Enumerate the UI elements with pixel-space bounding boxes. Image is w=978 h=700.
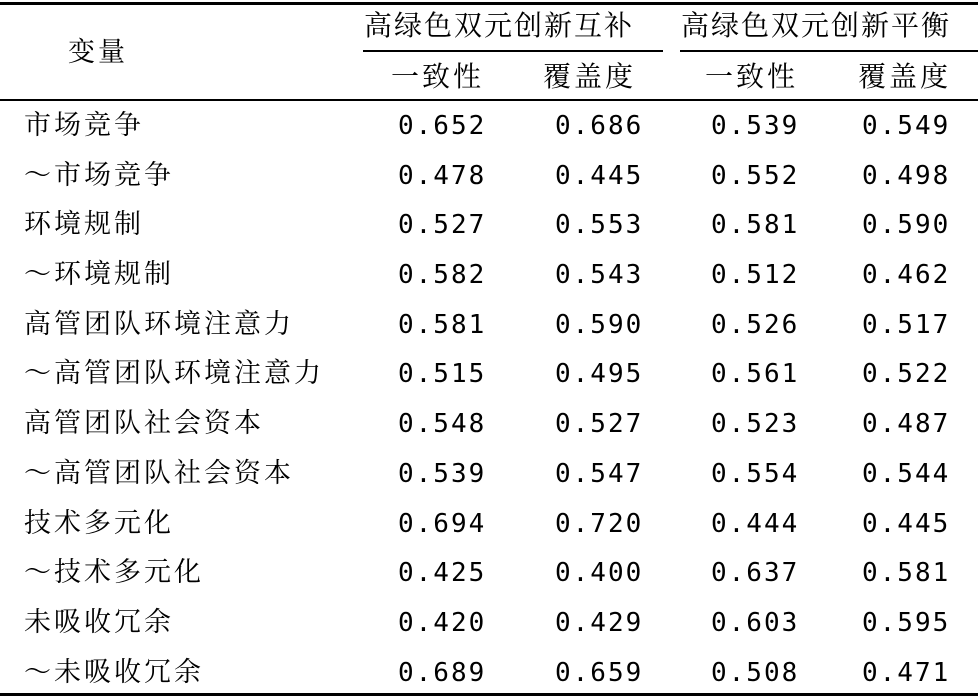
- consistency-header-balance: 一致性: [705, 60, 799, 93]
- coverage-balance-cell: 0.498: [862, 160, 951, 191]
- variable-column-header: 变量: [68, 37, 128, 68]
- table-row: [0, 501, 978, 551]
- consistency-complementary-cell: 0.582: [398, 260, 487, 291]
- consistency-complementary-cell: 0.581: [398, 309, 487, 340]
- consistency-complementary-cell: 0.548: [398, 409, 487, 440]
- table-row: [0, 153, 978, 203]
- table-row: [0, 252, 978, 302]
- header-separator-rule: [0, 99, 978, 101]
- coverage-balance-cell: 0.517: [862, 309, 951, 340]
- coverage-complementary-cell: 0.686: [555, 111, 644, 141]
- coverage-complementary-cell: 0.659: [555, 657, 644, 688]
- coverage-complementary-cell: 0.527: [555, 409, 644, 440]
- coverage-header-balance: 覆盖度: [858, 60, 952, 93]
- group-header-rule-complementary: [363, 50, 663, 52]
- coverage-balance-cell: 0.549: [862, 111, 951, 141]
- variable-name-cell: ～高管团队社会资本: [24, 457, 294, 489]
- consistency-balance-cell: 0.526: [711, 309, 800, 340]
- consistency-balance-cell: 0.539: [711, 111, 800, 141]
- variable-name-cell: ～技术多元化: [24, 557, 204, 589]
- variable-name-cell: 高管团队环境注意力: [24, 308, 294, 340]
- consistency-balance-cell: 0.523: [711, 409, 800, 440]
- variable-name-cell: 未吸收冗余: [24, 606, 174, 638]
- table-row: [0, 202, 978, 252]
- table-row: [0, 401, 978, 451]
- table-bottom-rule: [0, 693, 978, 696]
- variable-name-cell: 技术多元化: [24, 507, 174, 539]
- consistency-balance-cell: 0.554: [711, 458, 800, 489]
- coverage-complementary-cell: 0.547: [555, 458, 644, 489]
- table-top-rule: [0, 2, 978, 5]
- table-row: [0, 451, 978, 501]
- consistency-balance-cell: 0.561: [711, 359, 800, 390]
- consistency-balance-cell: 0.581: [711, 210, 800, 241]
- variable-name-cell: 市场竞争: [24, 110, 144, 141]
- consistency-complementary-cell: 0.652: [398, 111, 487, 141]
- table-row: [0, 550, 978, 600]
- table-row: [0, 650, 978, 700]
- coverage-balance-cell: 0.544: [862, 458, 951, 489]
- consistency-complementary-cell: 0.478: [398, 160, 487, 191]
- consistency-complementary-cell: 0.539: [398, 458, 487, 489]
- coverage-balance-cell: 0.522: [862, 359, 951, 390]
- coverage-balance-cell: 0.590: [862, 210, 951, 241]
- coverage-complementary-cell: 0.543: [555, 260, 644, 291]
- group-header-balance: 高绿色双元创新平衡: [681, 9, 952, 42]
- consistency-complementary-cell: 0.515: [398, 359, 487, 390]
- table-row: [0, 351, 978, 401]
- coverage-balance-cell: 0.462: [862, 260, 951, 291]
- coverage-balance-cell: 0.581: [862, 558, 951, 589]
- consistency-balance-cell: 0.603: [711, 607, 800, 638]
- variable-name-cell: ～高管团队环境注意力: [24, 358, 324, 390]
- variable-name-cell: ～环境规制: [24, 259, 174, 291]
- variable-name-cell: 高管团队社会资本: [24, 408, 264, 440]
- coverage-complementary-cell: 0.429: [555, 607, 644, 638]
- coverage-balance-cell: 0.595: [862, 607, 951, 638]
- consistency-complementary-cell: 0.527: [398, 210, 487, 241]
- group-header-rule-balance: [680, 50, 978, 52]
- consistency-balance-cell: 0.508: [711, 657, 800, 688]
- variable-name-cell: 环境规制: [24, 209, 144, 241]
- coverage-balance-cell: 0.487: [862, 409, 951, 440]
- table-row: [0, 103, 978, 153]
- coverage-complementary-cell: 0.445: [555, 160, 644, 191]
- consistency-complementary-cell: 0.689: [398, 657, 487, 688]
- consistency-complementary-cell: 0.425: [398, 558, 487, 589]
- variable-name-cell: ～未吸收冗余: [24, 656, 204, 688]
- coverage-header-complementary: 覆盖度: [543, 60, 637, 93]
- consistency-complementary-cell: 0.420: [398, 607, 487, 638]
- coverage-balance-cell: 0.471: [862, 657, 951, 688]
- coverage-complementary-cell: 0.590: [555, 309, 644, 340]
- table-row: [0, 600, 978, 650]
- coverage-complementary-cell: 0.400: [555, 558, 644, 589]
- table-body: [0, 103, 978, 699]
- coverage-complementary-cell: 0.553: [555, 210, 644, 241]
- consistency-balance-cell: 0.637: [711, 558, 800, 589]
- group-header-complementary: 高绿色双元创新互补: [364, 9, 635, 42]
- consistency-balance-cell: 0.444: [711, 508, 800, 539]
- consistency-complementary-cell: 0.694: [398, 508, 487, 539]
- coverage-balance-cell: 0.445: [862, 508, 951, 539]
- variable-name-cell: ～市场竞争: [24, 159, 174, 191]
- coverage-complementary-cell: 0.720: [555, 508, 644, 539]
- consistency-balance-cell: 0.512: [711, 260, 800, 291]
- table-row: [0, 302, 978, 352]
- consistency-balance-cell: 0.552: [711, 160, 800, 191]
- consistency-header-complementary: 一致性: [391, 60, 485, 93]
- coverage-complementary-cell: 0.495: [555, 359, 644, 390]
